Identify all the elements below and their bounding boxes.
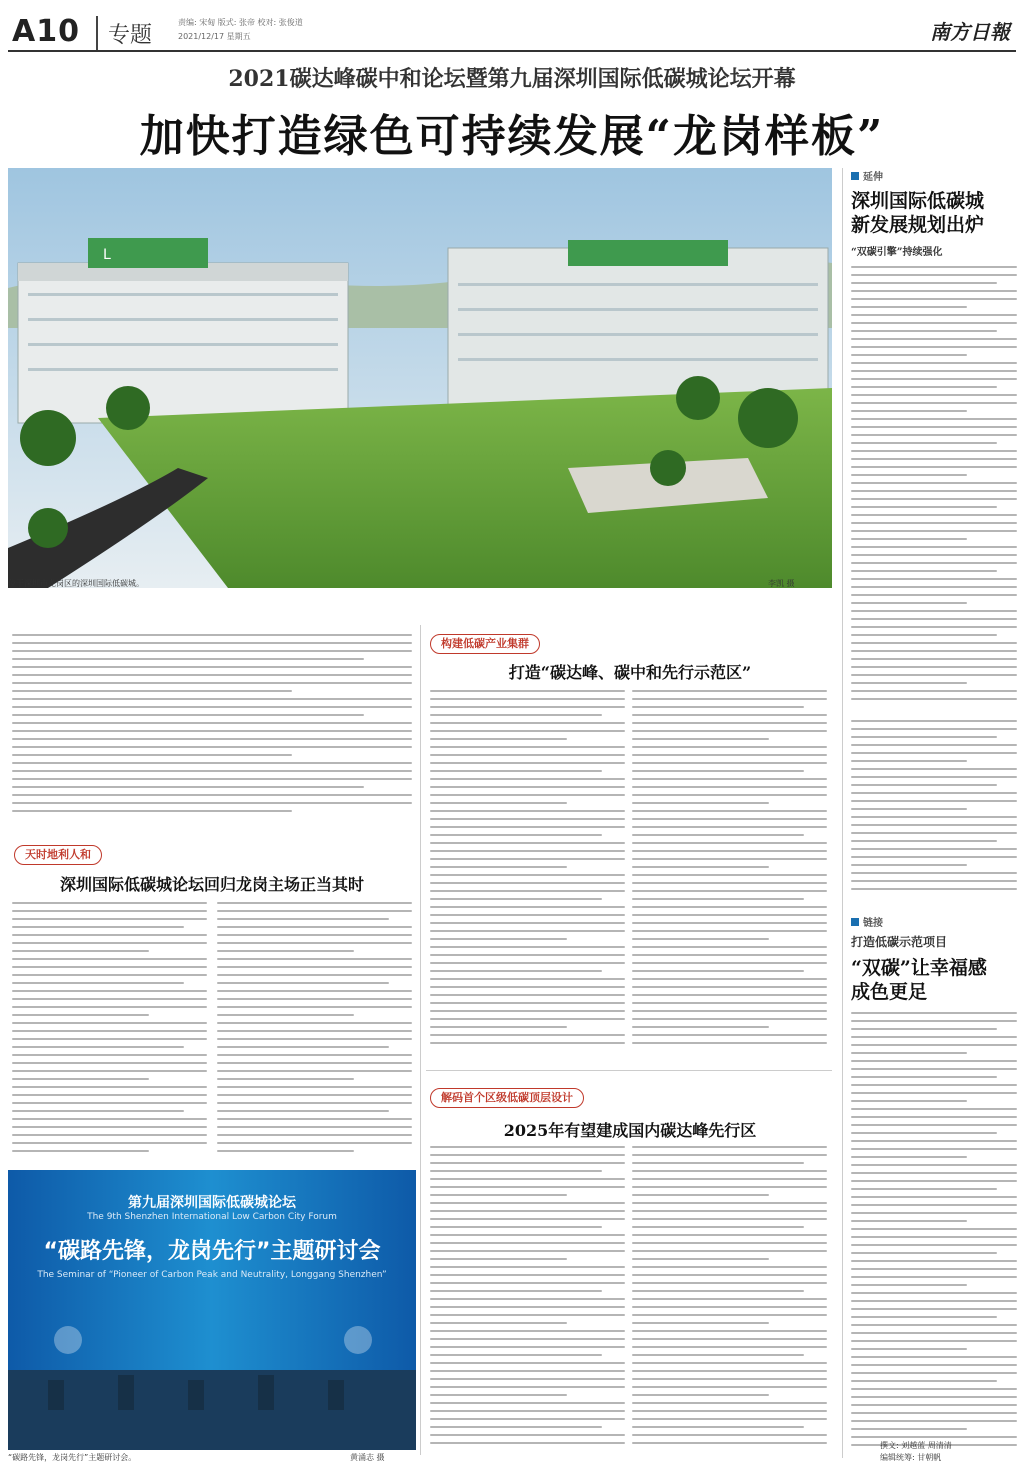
section1-col2	[217, 902, 412, 1160]
right-subtitle-2: 打造低碳示范项目	[851, 935, 948, 949]
bottom-photo-caption: “碳路先锋，龙岗先行”主题研讨会。	[8, 1453, 137, 1462]
section2-title: 打造“碳达峰、碳中和先行示范区”	[508, 663, 752, 682]
section1-title: 深圳国际低碳城论坛回归龙岗主场正当其时	[59, 875, 364, 894]
main-headline: 加快打造绿色可持续发展“龙岗样板”	[139, 111, 885, 162]
masthead	[8, 8, 1016, 52]
banner-seminar-title: “碳路先锋，龙岗先行”主题研讨会	[43, 1239, 381, 1264]
section1-tag: 天时地利人和	[14, 845, 102, 865]
right-body-1b	[851, 720, 1017, 900]
section1-col1	[12, 902, 207, 1160]
main-photo	[8, 168, 832, 588]
section-name: 专题	[108, 23, 153, 48]
svg-text:L: L	[103, 247, 111, 263]
section3-col2	[632, 1146, 827, 1456]
right-body-2	[851, 1012, 1017, 1452]
left-building	[18, 238, 348, 423]
section3-col1	[430, 1146, 625, 1456]
bottom-photo-credit: 黄涌志 摄	[350, 1453, 385, 1462]
main-photo-caption: 位于深圳市龙岗区的深圳国际低碳城。	[8, 579, 144, 588]
section2-col1	[430, 690, 625, 1050]
section2-col2	[632, 690, 827, 1050]
right-subtitle-1: “双碳引擎”持续强化	[851, 247, 943, 258]
section-divider	[426, 1070, 832, 1071]
right-body-1	[851, 266, 1017, 716]
banner-event-name: 第九届深圳国际低碳城论坛	[128, 1195, 296, 1211]
main-photo-credit: 李凯 摄	[768, 579, 795, 588]
page-number: A10	[12, 14, 80, 49]
kicker-headline: 2021碳达峰碳中和论坛暨第九届深圳国际低碳城论坛开幕	[228, 66, 796, 92]
square-marker-icon	[851, 918, 859, 926]
right-column	[842, 168, 1018, 1458]
credits-line1: 责编: 宋甸 版式: 张帝 校对: 张俊道	[178, 18, 303, 27]
section3-title: 2025年有望建成国内碳达峰先行区	[503, 1121, 757, 1140]
masthead-credits	[178, 16, 303, 44]
section2-tag: 构建低碳产业集群	[430, 634, 540, 654]
right-title-1: 深圳国际低碳城 新发展规划出炉	[851, 190, 985, 236]
banner-event-name-en: The 9th Shenzhen International Low Carbon City Forum	[87, 1212, 337, 1222]
square-marker-icon	[851, 172, 859, 180]
credits-line2: 2021/12/17 星期五	[178, 32, 251, 41]
right-tag-extension: 延伸	[851, 168, 1018, 183]
section3-tag: 解码首个区级低碳顶层设计	[430, 1088, 584, 1108]
right-tag-link: 链接	[851, 914, 1018, 929]
right-title-2: “双碳”让幸福感 成色更足	[851, 957, 987, 1003]
newspaper-logo: 南方日報	[930, 20, 1010, 44]
bottom-photo	[8, 1170, 416, 1450]
column-divider	[420, 625, 421, 1455]
banner-seminar-title-en: The Seminar of “Pioneer of Carbon Peak and Neutrality, Longgang Shenzhen”	[37, 1270, 387, 1280]
editors-credit: 撰文: 刘越蓝 周清清 编辑统筹: 甘朝帆	[880, 1441, 952, 1462]
intro-paragraph	[12, 634, 412, 824]
masthead-divider	[96, 16, 98, 50]
